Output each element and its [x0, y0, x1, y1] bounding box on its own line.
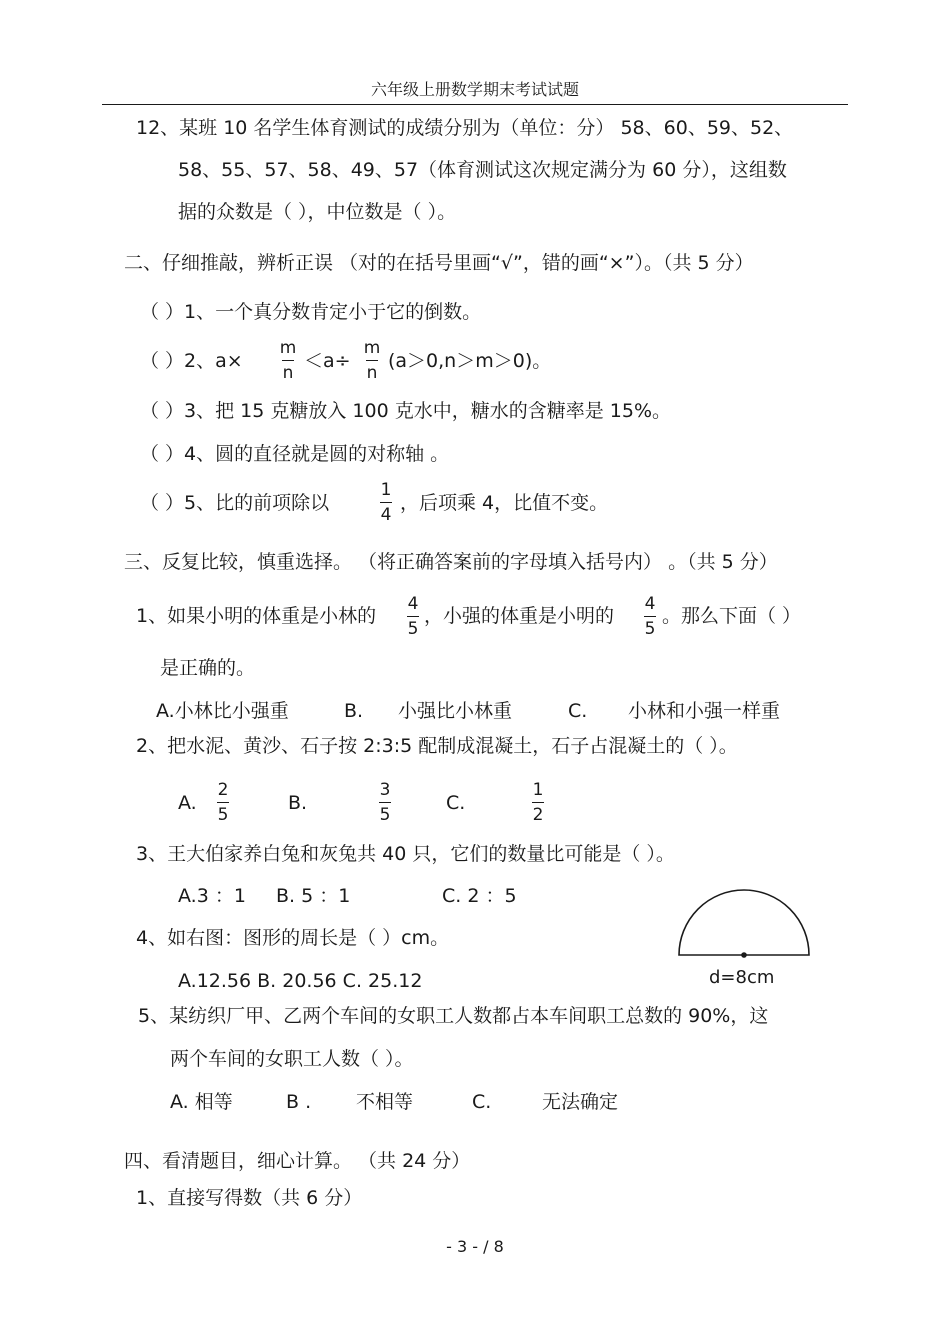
s2-item5-post: ，后项乘 4，比值不变。 — [400, 492, 609, 514]
section4-heading: 四、看清题目，细心计算。 （共 24 分） — [124, 1150, 471, 1172]
s3-q5-option-b-letter: B . — [286, 1091, 312, 1113]
s3-q2-option-c: C. — [446, 792, 466, 814]
s3-q1-mid: ，小强的体重是小明的 — [424, 605, 615, 627]
s3-q5-line1: 5、某纺织厂甲、乙两个车间的女职工人数都占本车间职工总数的 90%，这 — [138, 1005, 769, 1027]
s3-q5-option-c-text: 无法确定 — [542, 1091, 619, 1113]
s3-q2-text: 2、把水泥、黄沙、石子按 2:3:5 配制成混凝土，石子占混凝土的（ ）。 — [136, 735, 738, 757]
s3-q3-option-b: B. 5 ：1 — [276, 885, 351, 907]
s3-q1-pre: 1、如果小明的体重是小林的 — [136, 605, 377, 627]
s3-q1-option-b-text: 小强比小林重 — [398, 700, 513, 722]
s3-q5-option-b-text: 不相等 — [356, 1091, 414, 1113]
page-number: - 3 - / 8 — [446, 1237, 504, 1256]
s2-item2-fraction-a: m n — [279, 338, 297, 383]
s2-item1: （ ）1、一个真分数肯定小于它的倒数。 — [140, 301, 482, 323]
s3-q2-fraction-b: 3 5 — [379, 780, 391, 825]
semicircle-diameter-label: d=8cm — [709, 967, 775, 988]
s3-q5-line2: 两个车间的女职工人数（ ）。 — [170, 1048, 414, 1070]
s3-q1-option-a: A.小林比小强重 — [156, 700, 289, 722]
s3-q1-fraction-b: 4 5 — [644, 594, 656, 639]
s3-q1-option-b-letter: B. — [344, 700, 364, 722]
section3-heading: 三、反复比较，慎重选择。 （将正确答案前的字母填入括号内） 。（共 5 分） — [124, 551, 778, 573]
header-divider — [102, 104, 848, 105]
s2-item5-fraction: 1 4 — [380, 480, 392, 525]
semicircle-shape — [679, 890, 809, 955]
s3-q1-option-c-text: 小林和小强一样重 — [628, 700, 781, 722]
s3-q1-line2: 是正确的。 — [160, 657, 256, 679]
s3-q1-fraction-a: 4 5 — [407, 594, 419, 639]
s2-item4: （ ）4、圆的直径就是圆的对称轴 。 — [140, 443, 450, 465]
s3-q3-option-a: A.3 ：1 — [178, 885, 246, 907]
s2-item2-pre: （ ）2、a× — [140, 350, 243, 372]
section2-heading: 二、仔细推敲，辨析正误 （对的在括号里画“√”，错的画“×”）。（共 5 分） — [124, 252, 754, 274]
q12-line1: 12、某班 10 名学生体育测试的成绩分别为（单位：分） 58、60、59、52、 — [136, 117, 794, 139]
s4-sub1: 1、直接写得数（共 6 分） — [136, 1187, 363, 1209]
q12-line3: 据的众数是（ ），中位数是（ ）。 — [178, 201, 457, 223]
center-point — [741, 952, 747, 958]
s3-q2-fraction-a: 2 5 — [217, 780, 229, 825]
s3-q5-option-c-letter: C. — [472, 1091, 492, 1113]
s3-q4-text: 4、如右图：图形的周长是（ ）cm。 — [136, 927, 450, 949]
s2-item3: （ ）3、把 15 克糖放入 100 克水中，糖水的含糖率是 15%。 — [140, 400, 671, 422]
s3-q4-options: A.12.56 B. 20.56 C. 25.12 — [178, 970, 423, 992]
s3-q3-text: 3、王大伯家养白兔和灰兔共 40 只，它们的数量比可能是（ ）。 — [136, 843, 675, 865]
s2-item2-post: (a＞0,n＞m＞0)。 — [388, 350, 552, 372]
s3-q1-post: 。那么下面（ ） — [662, 605, 802, 627]
s3-q5-option-a: A. 相等 — [170, 1091, 233, 1113]
s2-item5-pre: （ ）5、比的前项除以 — [140, 492, 330, 514]
page-header: 六年级上册数学期末考试试题 — [370, 80, 579, 99]
s3-q2-option-b: B. — [288, 792, 308, 814]
s2-item2-mid: ＜a÷ — [304, 350, 351, 372]
s3-q2-option-a: A. — [178, 792, 197, 814]
s3-q1-option-c-letter: C. — [568, 700, 588, 722]
s2-item2-fraction-b: m n — [363, 338, 381, 383]
semicircle-figure — [674, 880, 814, 960]
s3-q3-option-c: C. 2 ：5 — [442, 885, 517, 907]
q12-line2: 58、55、57、58、49、57（体育测试这次规定满分为 60 分），这组数 — [178, 159, 787, 181]
s3-q2-fraction-c: 1 2 — [532, 780, 544, 825]
